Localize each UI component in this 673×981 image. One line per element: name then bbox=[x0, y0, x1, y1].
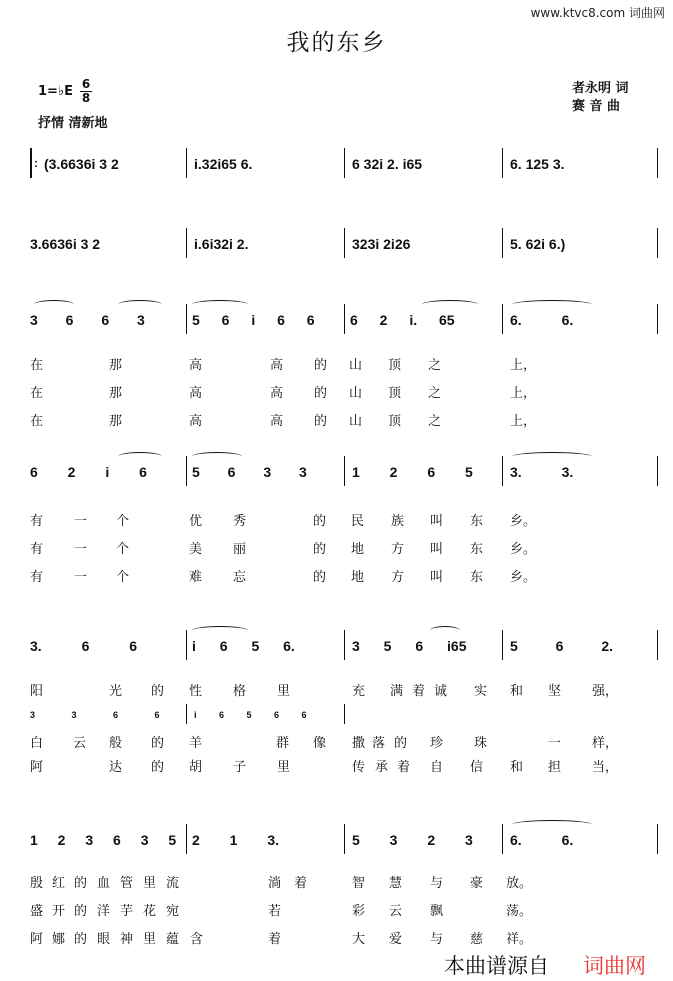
lyric-char: 胡 bbox=[189, 760, 203, 775]
lyric-char: 地 bbox=[351, 542, 365, 557]
lyric-char: 东 bbox=[470, 570, 484, 585]
lyric-char: 叫 bbox=[430, 542, 444, 557]
lyric-char: 美 bbox=[189, 542, 203, 557]
lyric-char: 豪 bbox=[470, 876, 484, 891]
lyric-char: 难 bbox=[189, 570, 203, 585]
lyric-char: 那 bbox=[109, 358, 123, 373]
lyric-char: 含 bbox=[190, 932, 204, 947]
lyric-char: 珠 bbox=[474, 736, 488, 751]
lyric-char: 娜 bbox=[52, 932, 66, 947]
lyric-char: 高 bbox=[270, 386, 284, 401]
lyric-char: 云 bbox=[389, 904, 403, 919]
lyric-char: 盛 bbox=[30, 904, 44, 919]
lyric-char: 实 bbox=[474, 684, 488, 699]
measure: 6 32i 2. i65 bbox=[352, 156, 423, 172]
verse-3-small-notes: 3 3 6 6 i 6 5 6 6 bbox=[0, 702, 673, 726]
lyric-char: 淌 bbox=[268, 876, 282, 891]
lyric-char: 地 bbox=[351, 570, 365, 585]
lyric-char: 信 bbox=[470, 760, 484, 775]
measure: 3 6 6 3 bbox=[30, 312, 145, 328]
credits bbox=[572, 80, 629, 116]
lyric-char: 神 bbox=[120, 932, 134, 947]
lyric-char: 与 bbox=[430, 932, 444, 947]
measure: 3 5 6 i65 bbox=[352, 638, 467, 654]
measure: 5 6 i 6 6 bbox=[192, 312, 315, 328]
lyric-char: 荡。 bbox=[506, 904, 533, 919]
lyric-char: 的 bbox=[313, 542, 327, 557]
lyric-char: 满 bbox=[390, 684, 404, 699]
lyric-char: 子 bbox=[233, 760, 247, 775]
lyric-char: 像 bbox=[313, 736, 327, 751]
lyric-char: 性 bbox=[189, 684, 203, 699]
lyric-char: 智 bbox=[352, 876, 366, 891]
lyric-char: 爱 bbox=[389, 932, 403, 947]
lyric-char: 高 bbox=[270, 414, 284, 429]
lyric-char: 祥。 bbox=[506, 932, 533, 947]
lyric-char: 的 bbox=[313, 570, 327, 585]
measure: 1 2 6 5 bbox=[352, 464, 473, 480]
lyric-char: 一 bbox=[74, 570, 88, 585]
lyric-char: 坚 bbox=[548, 684, 562, 699]
lyric-char: 里 bbox=[277, 760, 291, 775]
measure: 6 2 i. 65 bbox=[350, 312, 455, 328]
lyric-char: 云 bbox=[73, 736, 87, 751]
verse-3-notes bbox=[0, 624, 673, 664]
lyric-char: 羊 bbox=[189, 736, 203, 751]
lyric-char: 落 bbox=[372, 736, 386, 751]
lyric-char: 山 bbox=[349, 358, 363, 373]
lyric-char: 阿 bbox=[30, 760, 44, 775]
slur bbox=[34, 300, 74, 309]
lyric-char: 叫 bbox=[430, 570, 444, 585]
lyric-char: 慈 bbox=[470, 932, 484, 947]
lyric-char: 珍 bbox=[430, 736, 444, 751]
lyric-char: 丽 bbox=[233, 542, 247, 557]
lyric-char: 东 bbox=[470, 542, 484, 557]
lyric-char: 的 bbox=[74, 904, 88, 919]
lyric-char: 有 bbox=[30, 570, 44, 585]
lyric-char: 和 bbox=[510, 684, 524, 699]
lyric-char: 在 bbox=[30, 358, 44, 373]
lyric-char: 高 bbox=[270, 358, 284, 373]
measure: i.32i65 6. bbox=[194, 156, 253, 172]
lyric-char: 管 bbox=[120, 876, 134, 891]
lyric-char: 阿 bbox=[30, 932, 44, 947]
lyric-char: 叫 bbox=[430, 514, 444, 529]
lyric-char: 忘 bbox=[233, 570, 247, 585]
lyric-char: 之 bbox=[428, 358, 442, 373]
lyric-char: 着 bbox=[268, 932, 282, 947]
lyric-char: 里 bbox=[143, 932, 157, 947]
lyric-char: 东 bbox=[470, 514, 484, 529]
lyric-char: 开 bbox=[52, 904, 66, 919]
time-top: 6 bbox=[81, 77, 91, 91]
lyric-char: 个 bbox=[116, 514, 130, 529]
lyric-char: 族 bbox=[391, 514, 405, 529]
verse-1-notes bbox=[0, 298, 673, 338]
measure: 6 2 i 6 bbox=[30, 464, 147, 480]
verse-4-notes bbox=[0, 818, 673, 858]
slur bbox=[192, 626, 248, 635]
lyric-char: 般 bbox=[109, 736, 123, 751]
measure: (3.6636i 3 2 bbox=[44, 156, 119, 172]
measure: 6. 6. bbox=[510, 312, 574, 328]
lyric-char: 慧 bbox=[389, 876, 403, 891]
lyric-char: 顶 bbox=[388, 358, 402, 373]
verse-2-notes bbox=[0, 450, 673, 490]
lyric-char: 充 bbox=[352, 684, 366, 699]
lyric-char: 当， bbox=[592, 760, 619, 775]
time-signature bbox=[80, 78, 92, 105]
lyric-char: 个 bbox=[116, 570, 130, 585]
lyric-char: 宛 bbox=[166, 904, 180, 919]
measure: 323i 2i26 bbox=[352, 236, 411, 252]
composer: 赛 音 曲 bbox=[572, 99, 621, 114]
slur bbox=[118, 300, 162, 309]
lyric-char: 那 bbox=[109, 414, 123, 429]
slur bbox=[430, 626, 460, 635]
lyric-char: 上， bbox=[510, 386, 537, 401]
lyric-char: 着 bbox=[294, 876, 308, 891]
lyric-char: 乡。 bbox=[510, 570, 537, 585]
lyric-char: 洋 bbox=[97, 904, 111, 919]
lyric-char: 群 bbox=[276, 736, 290, 751]
key-signature: 1=♭E bbox=[38, 84, 73, 99]
lyric-char: 山 bbox=[349, 386, 363, 401]
measure: 6. 6. bbox=[510, 832, 574, 848]
lyric-char: 那 bbox=[109, 386, 123, 401]
lyric-char: 诚 bbox=[434, 684, 448, 699]
measure: 3. 6 6 bbox=[30, 638, 138, 654]
measure: 6. 125 3. bbox=[510, 156, 565, 172]
lyric-char: 血 bbox=[97, 876, 111, 891]
lyric-char: 顶 bbox=[388, 414, 402, 429]
lyric-char: 大 bbox=[352, 932, 366, 947]
song-title: 我的东乡 bbox=[286, 30, 387, 56]
tie bbox=[512, 300, 592, 309]
lyric-char: 上， bbox=[510, 414, 537, 429]
lyric-char: 的 bbox=[394, 736, 408, 751]
lyric-char: 的 bbox=[151, 684, 165, 699]
lyric-char: 一 bbox=[548, 736, 562, 751]
watermark-left: 本曲谱源自 bbox=[444, 954, 549, 978]
lyric-char: 花 bbox=[143, 904, 157, 919]
lyric-char: 阳 bbox=[30, 684, 44, 699]
lyric-char: 的 bbox=[314, 358, 328, 373]
lyric-char: 强， bbox=[592, 684, 619, 699]
lyric-char: 个 bbox=[116, 542, 130, 557]
lyric-char: 的 bbox=[74, 876, 88, 891]
site-url[interactable]: www.ktvc8.com 词曲网 bbox=[530, 6, 665, 20]
repeat-barline bbox=[30, 148, 32, 178]
lyric-char: 殷 bbox=[30, 876, 44, 891]
lyric-char: 乡。 bbox=[510, 542, 537, 557]
measure: 5 3 2 3 bbox=[352, 832, 473, 848]
lyric-char: 高 bbox=[189, 386, 203, 401]
lyric-char: 里 bbox=[143, 876, 157, 891]
lyric-char: 一 bbox=[74, 542, 88, 557]
lyric-char: 样， bbox=[592, 736, 619, 751]
lyric-char: 红 bbox=[52, 876, 66, 891]
measure: 5. 62i 6.) bbox=[510, 236, 566, 252]
lyric-char: 的 bbox=[151, 736, 165, 751]
measure: i.6i32i 2. bbox=[194, 236, 249, 252]
lyric-char: 若 bbox=[268, 904, 282, 919]
lyric-char: 彩 bbox=[352, 904, 366, 919]
measure: 5 6 3 3 bbox=[192, 464, 307, 480]
lyric-char: 着 bbox=[397, 760, 411, 775]
watermark-right: 词曲网 bbox=[583, 954, 646, 978]
measure: 1 2 3 6 3 5 bbox=[30, 832, 177, 848]
measure: i 6 5 6. bbox=[192, 638, 295, 654]
tie bbox=[512, 820, 592, 829]
lyric-char: 在 bbox=[30, 386, 44, 401]
lyric-char: 方 bbox=[391, 570, 405, 585]
measure: 2 1 3. bbox=[192, 832, 280, 848]
lyric-char: 担 bbox=[548, 760, 562, 775]
intro-line-2 bbox=[0, 228, 673, 258]
lyric-char: 秀 bbox=[233, 514, 247, 529]
lyric-char: 里 bbox=[277, 684, 291, 699]
lyric-char: 有 bbox=[30, 542, 44, 557]
lyric-char: 民 bbox=[351, 514, 365, 529]
lyric-char: 和 bbox=[510, 760, 524, 775]
slur bbox=[118, 452, 162, 461]
lyricist: 者永明 词 bbox=[572, 81, 629, 96]
lyric-char: 山 bbox=[349, 414, 363, 429]
lyric-char: 与 bbox=[430, 876, 444, 891]
lyric-char: 的 bbox=[314, 386, 328, 401]
lyric-char: 芋 bbox=[120, 904, 134, 919]
lyric-char: 流 bbox=[166, 876, 180, 891]
lyric-char: 在 bbox=[30, 414, 44, 429]
lyric-char: 上， bbox=[510, 358, 537, 373]
lyric-char: 优 bbox=[189, 514, 203, 529]
time-bottom: 8 bbox=[81, 91, 91, 105]
lyric-char: 的 bbox=[74, 932, 88, 947]
lyric-char: 一 bbox=[74, 514, 88, 529]
mood-marking: 抒情 清新地 bbox=[38, 116, 108, 131]
lyric-char: 达 bbox=[109, 760, 123, 775]
slur bbox=[422, 300, 478, 309]
lyric-char: 的 bbox=[313, 514, 327, 529]
lyric-char: 之 bbox=[428, 386, 442, 401]
lyric-char: 飘 bbox=[430, 904, 444, 919]
lyric-char: 放。 bbox=[506, 876, 533, 891]
lyric-char: 眼 bbox=[97, 932, 111, 947]
lyric-char: 格 bbox=[233, 684, 247, 699]
lyric-char: 之 bbox=[428, 414, 442, 429]
lyric-char: 着 bbox=[412, 684, 426, 699]
slur bbox=[192, 300, 248, 309]
lyric-char: 有 bbox=[30, 514, 44, 529]
measure: 5 6 2. bbox=[510, 638, 614, 654]
lyric-char: 的 bbox=[151, 760, 165, 775]
intro-line-1: : (3.6636i 3 2 i.32i65 6. 6 32i 2. i65 6. 125 3. bbox=[0, 148, 673, 178]
lyric-char: 撒 bbox=[352, 736, 366, 751]
lyric-char: 蕴 bbox=[166, 932, 180, 947]
lyric-char: 顶 bbox=[388, 386, 402, 401]
lyric-char: 高 bbox=[189, 414, 203, 429]
lyric-char: 光 bbox=[109, 684, 123, 699]
lyric-char: 自 bbox=[430, 760, 444, 775]
slur bbox=[192, 452, 242, 461]
lyric-char: 传 bbox=[352, 760, 366, 775]
lyric-char: 的 bbox=[314, 414, 328, 429]
lyric-char: 高 bbox=[189, 358, 203, 373]
measure: 3.6636i 3 2 bbox=[30, 236, 101, 252]
lyric-char: 白 bbox=[30, 736, 44, 751]
lyric-char: 承 bbox=[375, 760, 389, 775]
measure: 3. 3. bbox=[510, 464, 574, 480]
lyric-char: 乡。 bbox=[510, 514, 537, 529]
tie bbox=[512, 452, 592, 461]
lyric-char: 方 bbox=[391, 542, 405, 557]
